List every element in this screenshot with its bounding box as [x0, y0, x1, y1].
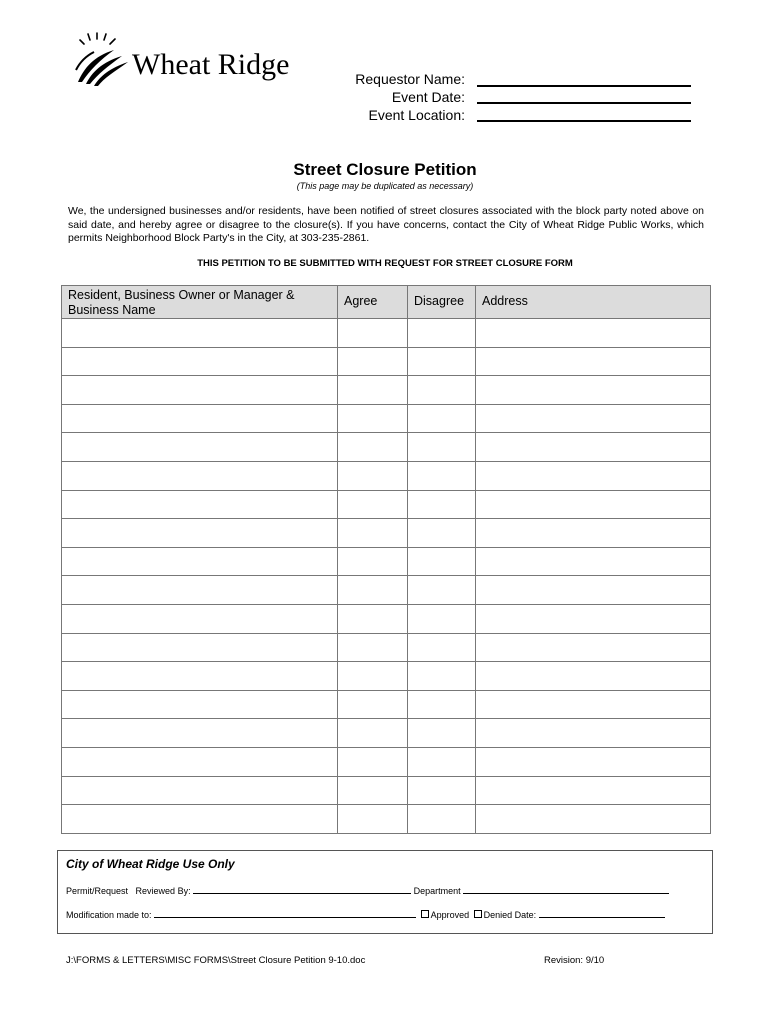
submission-instruction: THIS PETITION TO BE SUBMITTED WITH REQUEST FOR STREET CLOSURE FORM	[197, 258, 573, 269]
cell-name[interactable]	[62, 547, 338, 576]
cell-name[interactable]	[62, 662, 338, 691]
cell-address[interactable]	[476, 719, 711, 748]
cell-agree[interactable]	[338, 719, 408, 748]
modification-field[interactable]	[154, 908, 416, 918]
table-header-row	[62, 286, 711, 319]
cell-name[interactable]	[62, 319, 338, 348]
cell-address[interactable]	[476, 376, 711, 405]
approved-label: Approved	[430, 910, 470, 920]
cell-agree[interactable]	[338, 604, 408, 633]
table-row	[62, 633, 711, 662]
cell-agree[interactable]	[338, 633, 408, 662]
table-row	[62, 376, 711, 405]
cell-disagree[interactable]	[408, 376, 476, 405]
city-use-only-box	[57, 850, 713, 934]
cell-disagree[interactable]	[408, 604, 476, 633]
cell-name[interactable]	[62, 461, 338, 490]
wheat-ridge-logo	[70, 30, 320, 90]
cell-agree[interactable]	[338, 576, 408, 605]
event-location-label: Event Location:	[368, 107, 465, 123]
cell-disagree[interactable]	[408, 805, 476, 834]
cell-agree[interactable]	[338, 747, 408, 776]
cell-disagree[interactable]	[408, 719, 476, 748]
cell-address[interactable]	[476, 662, 711, 691]
cell-disagree[interactable]	[408, 433, 476, 462]
logo-wordmark: Wheat Ridge	[132, 48, 290, 81]
cell-name[interactable]	[62, 719, 338, 748]
approved-checkbox[interactable]	[421, 910, 429, 918]
cell-agree[interactable]	[338, 319, 408, 348]
cell-disagree[interactable]	[408, 690, 476, 719]
requestor-name-label: Requestor Name:	[355, 71, 465, 87]
denied-checkbox[interactable]	[474, 910, 482, 918]
cell-address[interactable]	[476, 604, 711, 633]
cell-agree[interactable]	[338, 433, 408, 462]
table-row	[62, 490, 711, 519]
cell-disagree[interactable]	[408, 576, 476, 605]
cell-address[interactable]	[476, 404, 711, 433]
reviewed-by-label: Reviewed By:	[135, 886, 191, 896]
header-name: Resident, Business Owner or Manager & Business Name	[62, 286, 338, 319]
cell-agree[interactable]	[338, 519, 408, 548]
event-location-field[interactable]	[477, 120, 691, 122]
footer-file-path: J:\FORMS & LETTERS\MISC FORMS\Street Closure Petition 9-10.doc	[66, 955, 366, 966]
cell-name[interactable]	[62, 347, 338, 376]
table-row	[62, 347, 711, 376]
cell-agree[interactable]	[338, 461, 408, 490]
cell-agree[interactable]	[338, 404, 408, 433]
use-only-title: City of Wheat Ridge Use Only	[66, 857, 235, 871]
cell-address[interactable]	[476, 433, 711, 462]
cell-name[interactable]	[62, 805, 338, 834]
cell-address[interactable]	[476, 490, 711, 519]
cell-name[interactable]	[62, 433, 338, 462]
footer-revision: Revision: 9/10	[544, 955, 605, 966]
table-row	[62, 690, 711, 719]
table-row	[62, 519, 711, 548]
department-field[interactable]	[463, 884, 669, 894]
cell-name[interactable]	[62, 376, 338, 405]
cell-disagree[interactable]	[408, 519, 476, 548]
table-row	[62, 404, 711, 433]
petition-table	[61, 285, 711, 834]
cell-address[interactable]	[476, 776, 711, 805]
permit-review-line	[66, 884, 669, 896]
cell-address[interactable]	[476, 576, 711, 605]
table-row	[62, 433, 711, 462]
header-disagree: Disagree	[408, 286, 476, 319]
cell-disagree[interactable]	[408, 776, 476, 805]
cell-address[interactable]	[476, 347, 711, 376]
cell-disagree[interactable]	[408, 319, 476, 348]
cell-agree[interactable]	[338, 347, 408, 376]
cell-address[interactable]	[476, 805, 711, 834]
cell-name[interactable]	[62, 519, 338, 548]
cell-disagree[interactable]	[408, 747, 476, 776]
cell-disagree[interactable]	[408, 662, 476, 691]
table-row	[62, 776, 711, 805]
cell-name[interactable]	[62, 604, 338, 633]
modification-line	[66, 908, 665, 920]
cell-disagree[interactable]	[408, 461, 476, 490]
permit-request-label: Permit/Request	[66, 886, 129, 896]
cell-name[interactable]	[62, 576, 338, 605]
reviewed-by-field[interactable]	[193, 884, 411, 894]
cell-address[interactable]	[476, 519, 711, 548]
cell-disagree[interactable]	[408, 490, 476, 519]
intro-paragraph: We, the undersigned businesses and/or residents, have been notified of street closures associated with the block party noted above on said date, and hereby agree or disagree to the closure(s). If you have concerns, contact the City of Wheat Ridge Public Works, which permits Neighborhood Block Party's in the City, at 303-235-2861.	[68, 205, 704, 244]
cell-address[interactable]	[476, 547, 711, 576]
table-row	[62, 576, 711, 605]
header-address: Address	[476, 286, 711, 319]
table-row	[62, 747, 711, 776]
table-row	[62, 319, 711, 348]
cell-agree[interactable]	[338, 805, 408, 834]
cell-agree[interactable]	[338, 376, 408, 405]
cell-name[interactable]	[62, 633, 338, 662]
event-date-label: Event Date:	[391, 89, 465, 105]
denied-date-field[interactable]	[539, 908, 665, 918]
cell-address[interactable]	[476, 319, 711, 348]
cell-address[interactable]	[476, 690, 711, 719]
department-label: Department	[413, 886, 461, 896]
table-row	[62, 461, 711, 490]
table-row	[62, 805, 711, 834]
cell-disagree[interactable]	[408, 347, 476, 376]
cell-address[interactable]	[476, 747, 711, 776]
requestor-name-field[interactable]	[477, 85, 691, 87]
cell-name[interactable]	[62, 404, 338, 433]
cell-name[interactable]	[62, 690, 338, 719]
table-row	[62, 662, 711, 691]
cell-name[interactable]	[62, 490, 338, 519]
table-row	[62, 604, 711, 633]
cell-agree[interactable]	[338, 547, 408, 576]
cell-disagree[interactable]	[408, 633, 476, 662]
cell-agree[interactable]	[338, 490, 408, 519]
table-row	[62, 719, 711, 748]
cell-agree[interactable]	[338, 690, 408, 719]
page-title: Street Closure Petition	[293, 160, 477, 179]
cell-address[interactable]	[476, 461, 711, 490]
denied-date-label: Denied Date:	[483, 910, 537, 920]
cell-disagree[interactable]	[408, 404, 476, 433]
cell-disagree[interactable]	[408, 547, 476, 576]
cell-agree[interactable]	[338, 776, 408, 805]
event-date-field[interactable]	[477, 102, 691, 104]
cell-name[interactable]	[62, 776, 338, 805]
cell-address[interactable]	[476, 633, 711, 662]
table-row	[62, 547, 711, 576]
cell-name[interactable]	[62, 747, 338, 776]
header-agree: Agree	[338, 286, 408, 319]
modification-label: Modification made to:	[66, 910, 152, 920]
page-subtitle: (This page may be duplicated as necessary)	[296, 181, 474, 191]
cell-agree[interactable]	[338, 662, 408, 691]
